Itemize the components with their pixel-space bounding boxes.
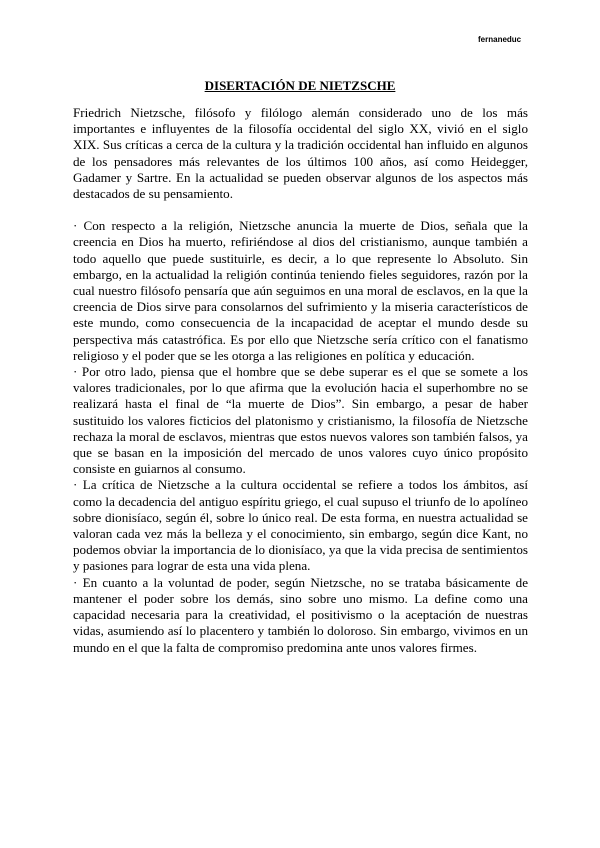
author-name: fernaneduc <box>478 35 522 44</box>
religion-paragraph: · Con respecto a la religión, Nietzsche anuncia la muerte de Dios, señala que la creencia en Dios ha muerto, refiriéndose al dios del cristianismo, aunque también a todo aquello que puede sustituirle, es decir, a lo que represente lo Absoluto. Sin embargo, en la actualidad la religión continúa teniendo fieles seguidores, razón por la cual nuestro filósofo pensaría que aún seguimos en una moral de esclavos, en la que la creencia de Dios sirve para consolarnos del sufrimiento y la miseria característicos de este mundo, como consecuencia de la incapacidad de aceptar el mundo desde su perspectiva más catastrófica. Es por ello que Nietzsche sería crítico con el fanatismo religioso y el poder que se les otorga a las religiones en política y educación. <box>73 218 528 363</box>
will-to-power-paragraph: · En cuanto a la voluntad de poder, según Nietzsche, no se trataba básicamente de mantener el poder sobre los demás, sino sobre uno mismo. La define como una capacidad necesaria para la creatividad, el positivismo o la aceptación de nuestras vidas, asumiendo así lo placentero y también lo doloroso. Sin embargo, vivimos en un mundo en el que la falta de compromiso predomina ante unos valores firmes. <box>73 574 528 655</box>
culture-paragraph: · La crítica de Nietzsche a la cultura occidental se refiere a todos los ámbitos, así como la decadencia del antiguo espíritu griego, el cual supuso el triunfo de lo apolíneo sobre dionisíaco, según él, sobre lo único real. De esta forma, en nuestra actualidad se valoran cada vez más la belleza y el conocimiento, sin embargo, según dice Kant, no podemos obviar la importancia de lo dionisíaco, ya que la vida precisa de sentimientos y pasiones para lograr de esta una vida plena. <box>73 477 528 574</box>
intro-paragraph: Friedrich Nietzsche, filósofo y filólogo alemán considerado uno de los más importantes e influyentes de la filosofía occidental del siglo XX, vivió en el siglo XIX. Sus críticas a cerca de la cultura y la tradición occidental han influido en algunos de los pensadores más relevantes de los últimos 100 años, así como Heidegger, Gadamer y Sartre. En la actualidad se pueden observar algunos de los aspectos más destacados de su pensamiento. <box>73 105 528 202</box>
document-title: DISERTACIÓN DE NIETZSCHE <box>204 78 396 93</box>
document-body <box>73 105 528 656</box>
superman-paragraph: · Por otro lado, piensa que el hombre que se debe superar es el que se somete a los valores tradicionales, por lo que afirma que la evolución hacia el superhombre no se realizará hasta el final de “la muerte de Dios”. Sin embargo, a pesar de haber sustituido los valores ficticios del platonismo y cristianismo, la filosofía de Nietzsche rechaza la moral de esclavos, mientras que estos nuevos valores son también falsos, ya que se basan en la imposición del mercado de unos valores cuyo único propósito consiste en guiarnos al consumo. <box>73 364 528 477</box>
